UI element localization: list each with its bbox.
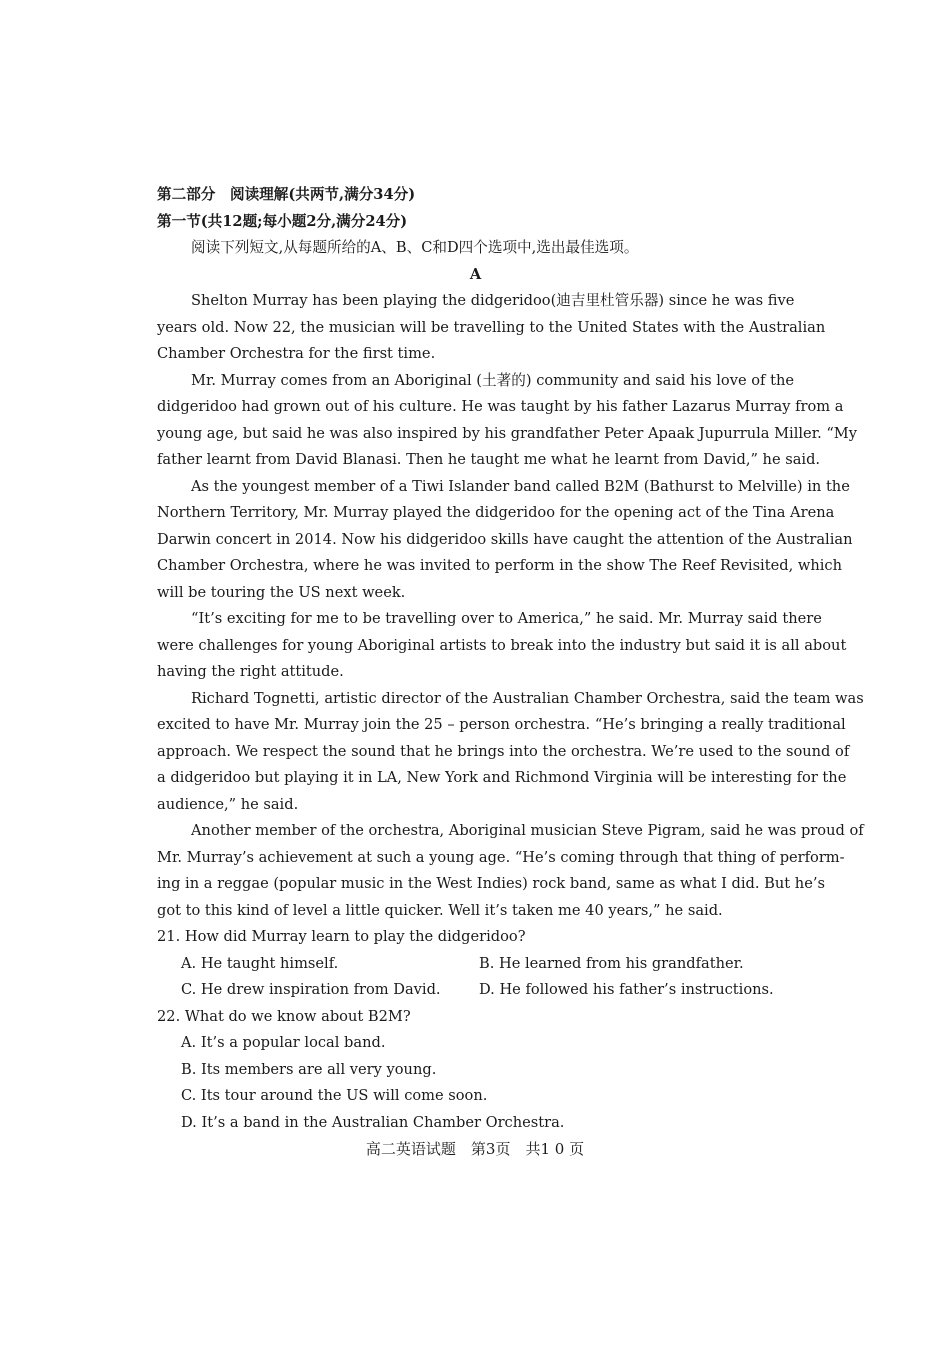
exam-page bbox=[157, 182, 864, 1136]
text-line: “It’s exciting for me to be travelling over to America,” he said. Mr. Murray said there bbox=[191, 610, 822, 627]
text-line: father learnt from David Blanasi. Then he taught me what he learnt from David,” he said. bbox=[157, 451, 821, 468]
instruction: 阅读下列短文,从每题所给的A、B、C和D四个选项中,选出最佳选项。 bbox=[191, 239, 639, 256]
text-line: Chamber Orchestra for the first time. bbox=[157, 345, 436, 362]
option-d[interactable]: D. He followed his father’s instructions. bbox=[479, 981, 774, 998]
text-line: having the right attitude. bbox=[157, 663, 344, 680]
text-line: Darwin concert in 2014. Now his didgeridoo skills have caught the attention of the Australian bbox=[157, 530, 853, 548]
part-title: 第二部分 阅读理解(共两节,满分34分) bbox=[157, 186, 416, 203]
text-line: Another member of the orchestra, Aboriginal musician Steve Pigram, said he was proud of bbox=[191, 822, 864, 839]
text-line: Mr. Murray’s achievement at such a young age. “He’s coming through that thing of perform- bbox=[157, 848, 845, 866]
text-line: will be touring the US next week. bbox=[157, 583, 406, 601]
text-line: didgeridoo had grown out of his culture. He was taught by his father Lazarus Murray from a bbox=[157, 398, 844, 415]
question-stem: 21. How did Murray learn to play the didgeridoo? bbox=[157, 928, 526, 945]
question-22 bbox=[157, 1004, 794, 1137]
option-d[interactable]: D. It’s a band in the Australian Chamber Orchestra. bbox=[181, 1113, 565, 1131]
question-21 bbox=[157, 924, 794, 1004]
option-c[interactable]: C. He drew inspiration from David. bbox=[181, 981, 441, 998]
paragraph bbox=[157, 606, 847, 686]
page-footer: 高二英语试题 第3页 共1 0 页 bbox=[365, 1140, 585, 1158]
text-line: were challenges for young Aboriginal artists to break into the industry but said it is all about bbox=[157, 636, 847, 654]
text-line: As the youngest member of a Tiwi Islander band called B2M (Bathurst to Melville) in the bbox=[191, 477, 850, 495]
section-title: 第一节(共12题;每小题2分,满分24分) bbox=[157, 212, 408, 230]
paragraph bbox=[157, 288, 826, 368]
option-b[interactable]: B. Its members are all very young. bbox=[181, 1060, 437, 1078]
question-stem: 22. What do we know about B2M? bbox=[157, 1007, 411, 1025]
text-line: Mr. Murray comes from an Aboriginal (土著的) community and said his love of the bbox=[191, 371, 794, 389]
text-line: young age, but said he was also inspired by his grandfather Peter Apaak Jupurrula Miller. “My bbox=[157, 424, 857, 442]
text-line: audience,” he said. bbox=[157, 795, 299, 813]
text-line: approach. We respect the sound that he brings into the orchestra. We’re used to the sound of bbox=[157, 742, 850, 760]
option-a[interactable]: A. It’s a popular local band. bbox=[181, 1034, 386, 1051]
text-line: ing in a reggae (popular music in the West Indies) rock band, same as what I did. But he’s bbox=[157, 875, 825, 892]
paragraph bbox=[157, 368, 857, 474]
paragraph bbox=[157, 686, 864, 819]
text-line: Shelton Murray has been playing the didgeridoo(迪吉里杜管乐器) since he was five bbox=[191, 292, 795, 309]
option-b[interactable]: B. He learned from his grandfather. bbox=[479, 954, 744, 972]
text-line: a didgeridoo but playing it in LA, New York and Richmond Virginia will be interesting for the bbox=[157, 769, 847, 786]
text-line: got to this kind of level a little quicker. Well it’s taken me 40 years,” he said. bbox=[157, 901, 723, 919]
text-line: excited to have Mr. Murray join the 25 – person orchestra. “He’s bringing a really traditional bbox=[157, 716, 846, 733]
text-line: Richard Tognetti, artistic director of the Australian Chamber Orchestra, said the team was bbox=[191, 689, 864, 707]
text-line: Northern Territory, Mr. Murray played the didgeridoo for the opening act of the Tina Arena bbox=[157, 504, 835, 521]
passage-label: A bbox=[469, 265, 482, 283]
options-row bbox=[157, 951, 794, 978]
paragraph bbox=[157, 818, 864, 924]
option-c[interactable]: C. Its tour around the US will come soon. bbox=[181, 1087, 488, 1104]
text-line: years old. Now 22, the musician will be travelling to the United States with the Australian bbox=[157, 318, 826, 336]
options-row bbox=[157, 977, 794, 1004]
option-a[interactable]: A. He taught himself. bbox=[181, 954, 339, 972]
passage bbox=[157, 288, 864, 924]
text-line: Chamber Orchestra, where he was invited to perform in the show The Reef Revisited, which bbox=[157, 557, 842, 574]
paragraph bbox=[157, 474, 853, 607]
